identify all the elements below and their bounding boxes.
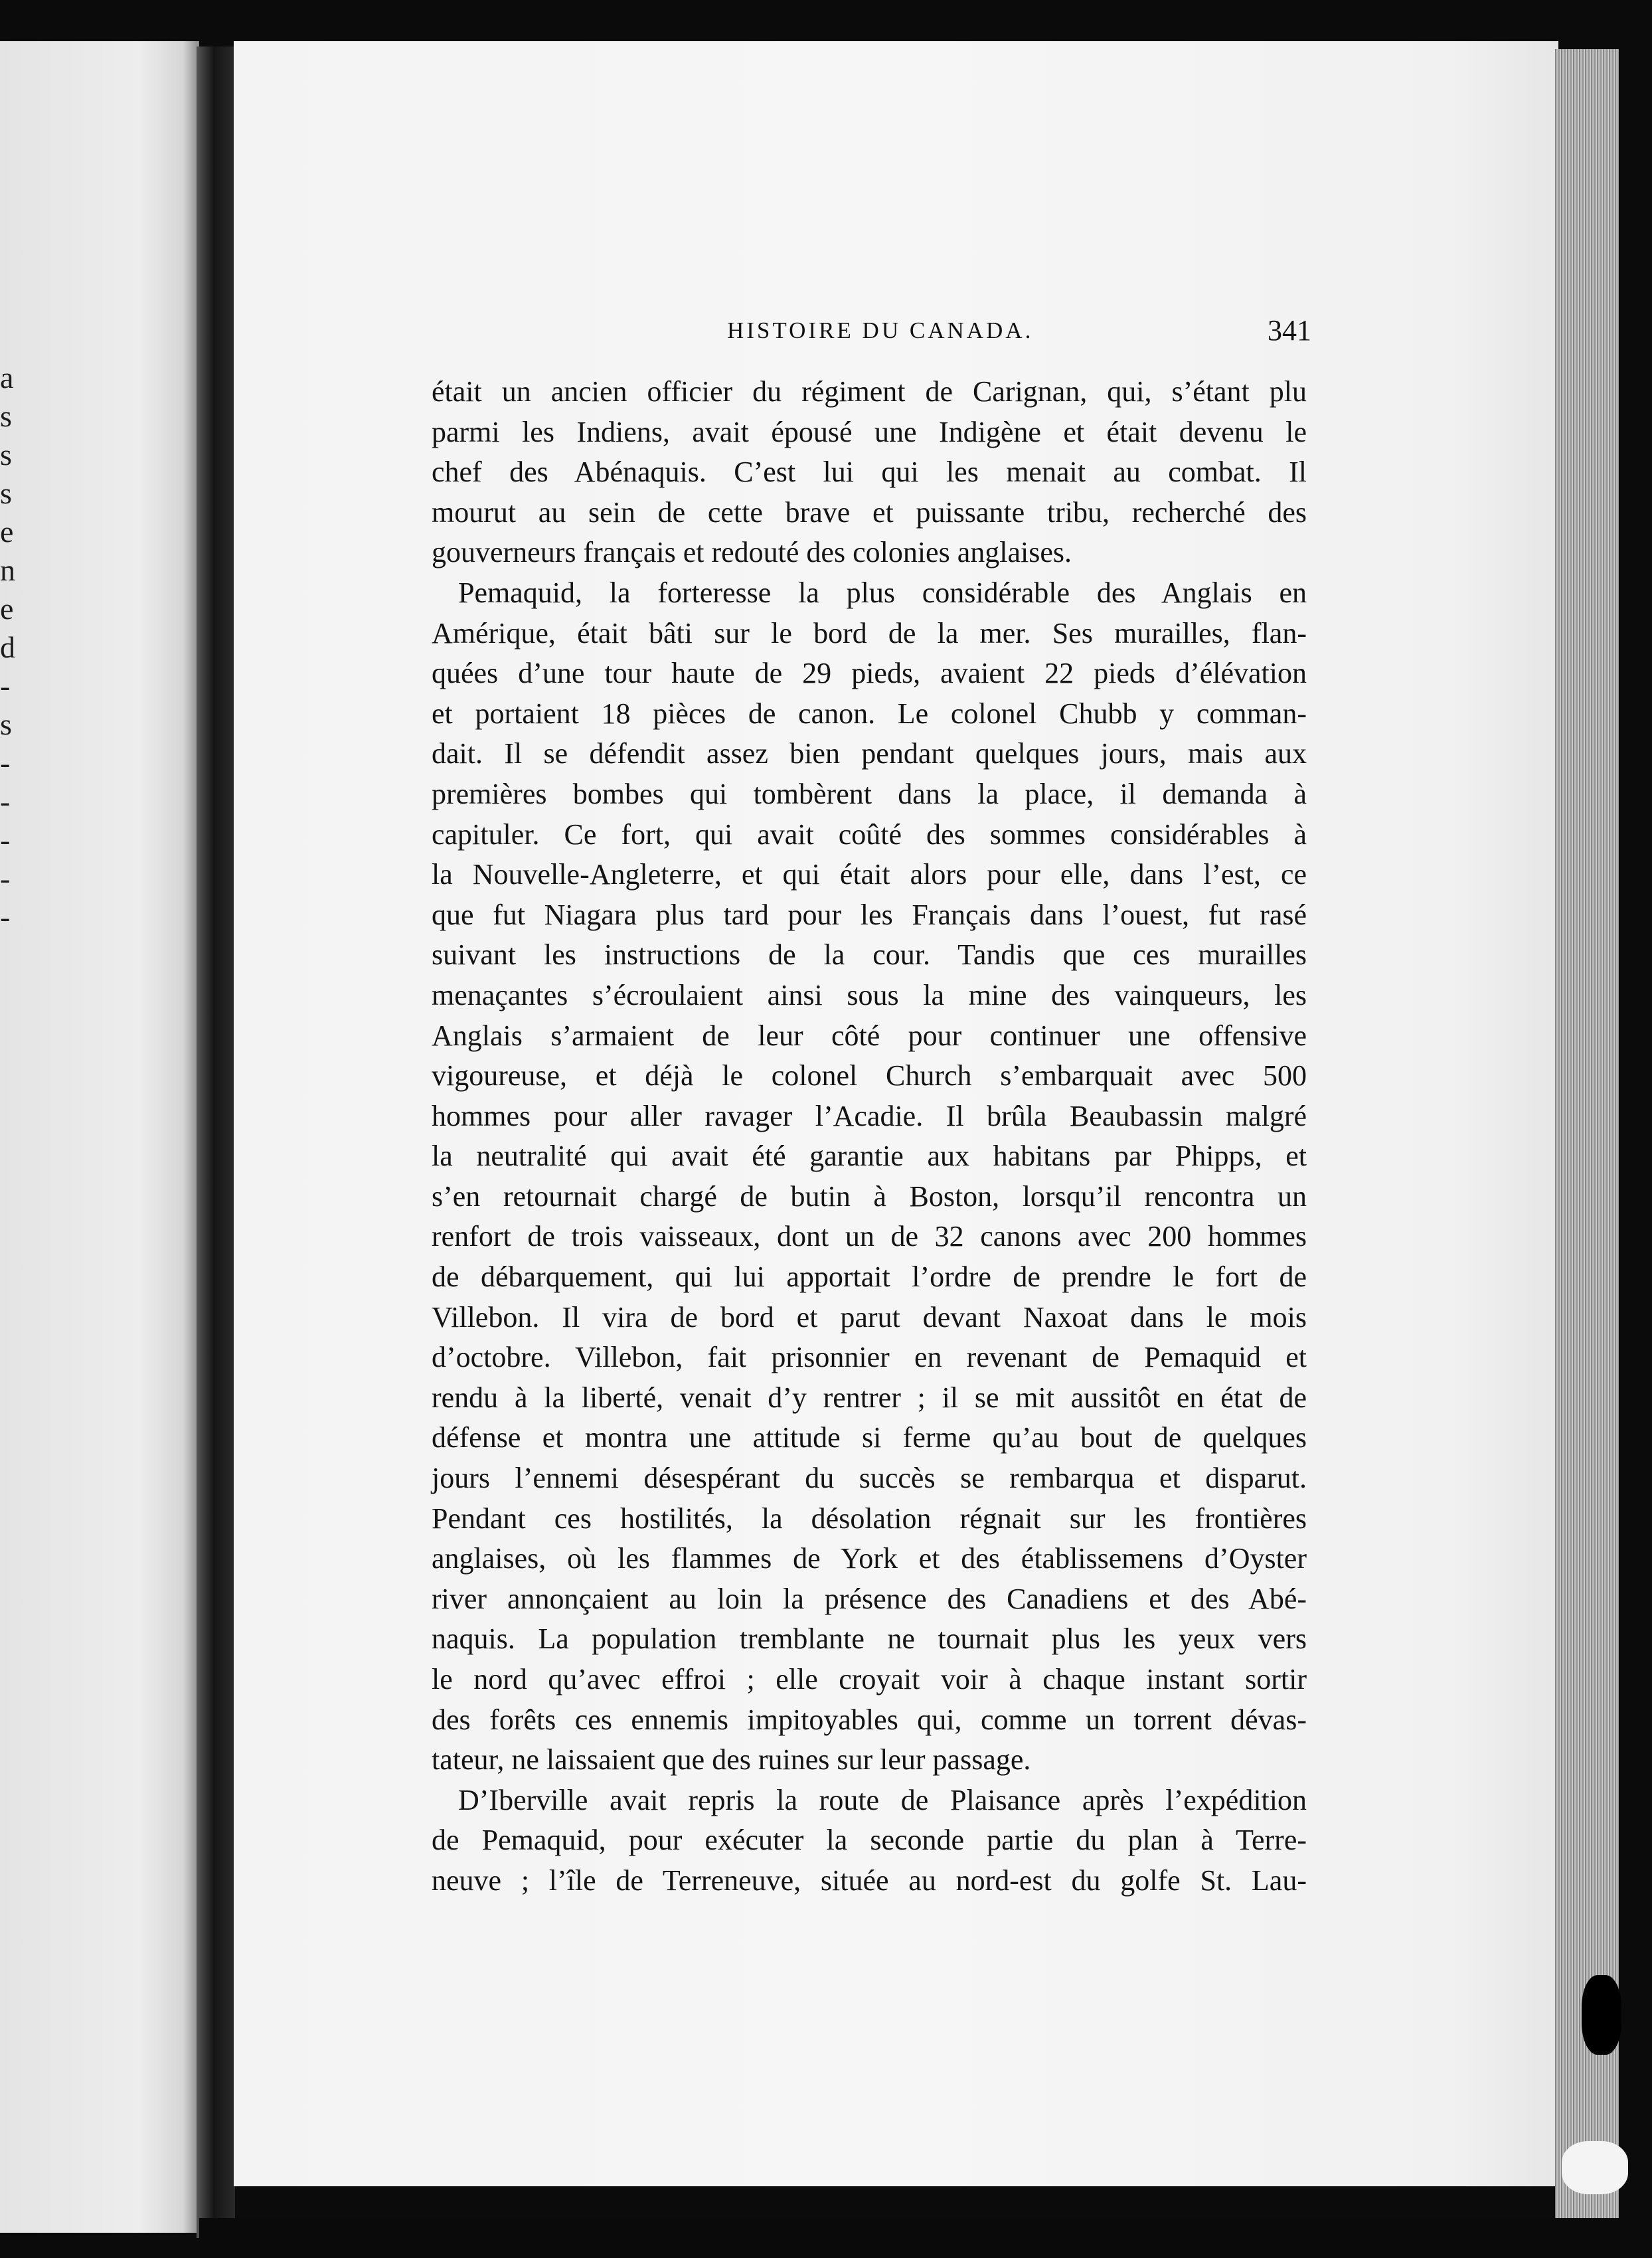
left-fragment-char: s	[0, 476, 12, 510]
left-fragment-char: s	[0, 707, 12, 741]
text-line: quées d’une tour haute de 29 pieds, avaient 22 pieds d’élévation	[432, 657, 1307, 690]
page-number: 341	[1268, 314, 1311, 347]
text-line: hommes pour aller ravager l’Acadie. Il brûla Beaubassin malgré	[432, 1099, 1307, 1132]
left-fragment-char: -	[0, 669, 11, 703]
text-line: naquis. La population tremblante ne tournait plus les yeux vers	[432, 1622, 1307, 1656]
text-line: Pendant ces hostilités, la désolation régnait sur les frontières	[432, 1502, 1307, 1535]
text-line: de débarquement, qui lui apportait l’ordre de prendre le fort de	[432, 1260, 1307, 1294]
text-line: Pemaquid, la forteresse la plus considérable des Anglais en	[458, 576, 1307, 609]
page-edges	[1555, 49, 1619, 2221]
text-line: menaçantes s’écroulaient ainsi sous la mine des vainqueurs, les	[432, 978, 1307, 1011]
text-line: Amérique, était bâti sur le bord de la mer. Ses murailles, flan-	[432, 616, 1307, 650]
left-fragment-char: n	[0, 553, 15, 587]
text-line: la neutralité qui avait été garantie aux habitans par Phipps, et	[432, 1140, 1307, 1173]
text-line: renfort de trois vaisseaux, dont un de 32 canons avec 200 hommes	[432, 1220, 1307, 1253]
text-line: des forêts ces ennemis impitoyables qui, comme un torrent dévas-	[432, 1703, 1307, 1736]
left-fragment-char: e	[0, 592, 14, 626]
text-line: était un ancien officier du régiment de Carignan, qui, s’étant plu	[432, 375, 1307, 408]
text-line: premières bombes qui tombèrent dans la place, il demanda à	[432, 777, 1307, 810]
text-line: suivant les instructions de la cour. Tandis que ces murailles	[432, 938, 1307, 972]
running-title: HISTOIRE DU CANADA.	[727, 317, 1034, 343]
text-line: vigoureuse, et déjà le colonel Church s’embarquait avec 500	[432, 1059, 1307, 1092]
scan-bottom-border	[199, 2218, 1620, 2258]
left-fragment-char: a	[0, 361, 14, 394]
left-fragment-char: -	[0, 861, 11, 895]
left-fragment-char: -	[0, 823, 11, 857]
left-fragment-char: -	[0, 900, 11, 934]
text-line: Villebon. Il vira de bord et parut devant Naxoat dans le mois	[432, 1300, 1307, 1334]
text-line: Anglais s’armaient de leur côté pour continuer une offensive	[432, 1019, 1307, 1052]
text-line: que fut Niagara plus tard pour les Français dans l’ouest, fut rasé	[432, 898, 1307, 931]
text-line: neuve ; l’île de Terreneuve, située au nord-est du golfe St. Lau-	[432, 1864, 1307, 1897]
left-fragment-char: e	[0, 515, 14, 549]
left-fragment-char: s	[0, 399, 12, 433]
text-line: dait. Il se défendit assez bien pendant quelques jours, mais aux	[432, 737, 1307, 770]
text-line: d’octobre. Villebon, fait prisonnier en revenant de Pemaquid et	[432, 1341, 1307, 1374]
left-fragment-char: d	[0, 630, 15, 664]
page-header	[727, 313, 1311, 353]
text-line: chef des Abénaquis. C’est lui qui les menait au combat. Il	[432, 456, 1307, 489]
text-line: mourut au sein de cette brave et puissante tribu, recherché des	[432, 495, 1307, 529]
book-gutter-shadow	[197, 46, 235, 2238]
text-line: jours l’ennemi désespérant du succès se rembarqua et disparut.	[432, 1462, 1307, 1495]
text-line: de Pemaquid, pour exécuter la seconde partie du plan à Terre-	[432, 1824, 1307, 1857]
text-line: rendu à la liberté, venait d’y rentrer ; il se mit aussitôt en état de	[432, 1381, 1307, 1414]
left-fragment-char: -	[0, 784, 11, 818]
text-line: river annonçaient au loin la présence des Canadiens et des Abé-	[432, 1582, 1307, 1615]
left-fragment-char: s	[0, 438, 12, 472]
text-line: D’Iberville avait repris la route de Plaisance après l’expédition	[458, 1783, 1307, 1816]
text-line: anglaises, où les flammes de York et des établissemens d’Oyster	[432, 1542, 1307, 1575]
body-text	[432, 372, 1307, 1901]
text-line: parmi les Indiens, avait épousé une Indigène et était devenu le	[432, 415, 1307, 448]
text-line: gouverneurs français et redouté des colonies anglaises.	[432, 536, 1072, 569]
text-line: la Nouvelle-Angleterre, et qui était alors pour elle, dans l’est, ce	[432, 858, 1307, 891]
text-line: défense et montra une attitude si ferme qu’au bout de quelques	[432, 1421, 1307, 1454]
left-page-text-fragment	[0, 359, 40, 936]
text-line: capituler. Ce fort, qui avait coûté des sommes considérables à	[432, 818, 1307, 851]
text-line: le nord qu’avec effroi ; elle croyait voir à chaque instant sortir	[432, 1663, 1307, 1695]
text-line: tateur, ne laissaient que des ruines sur leur passage.	[432, 1743, 1031, 1777]
text-line: et portaient 18 pièces de canon. Le colonel Chubb y comman-	[432, 697, 1307, 730]
left-fragment-char: -	[0, 746, 11, 780]
text-line: s’en retournait chargé de butin à Boston, lorsqu’il rencontra un	[432, 1179, 1307, 1213]
